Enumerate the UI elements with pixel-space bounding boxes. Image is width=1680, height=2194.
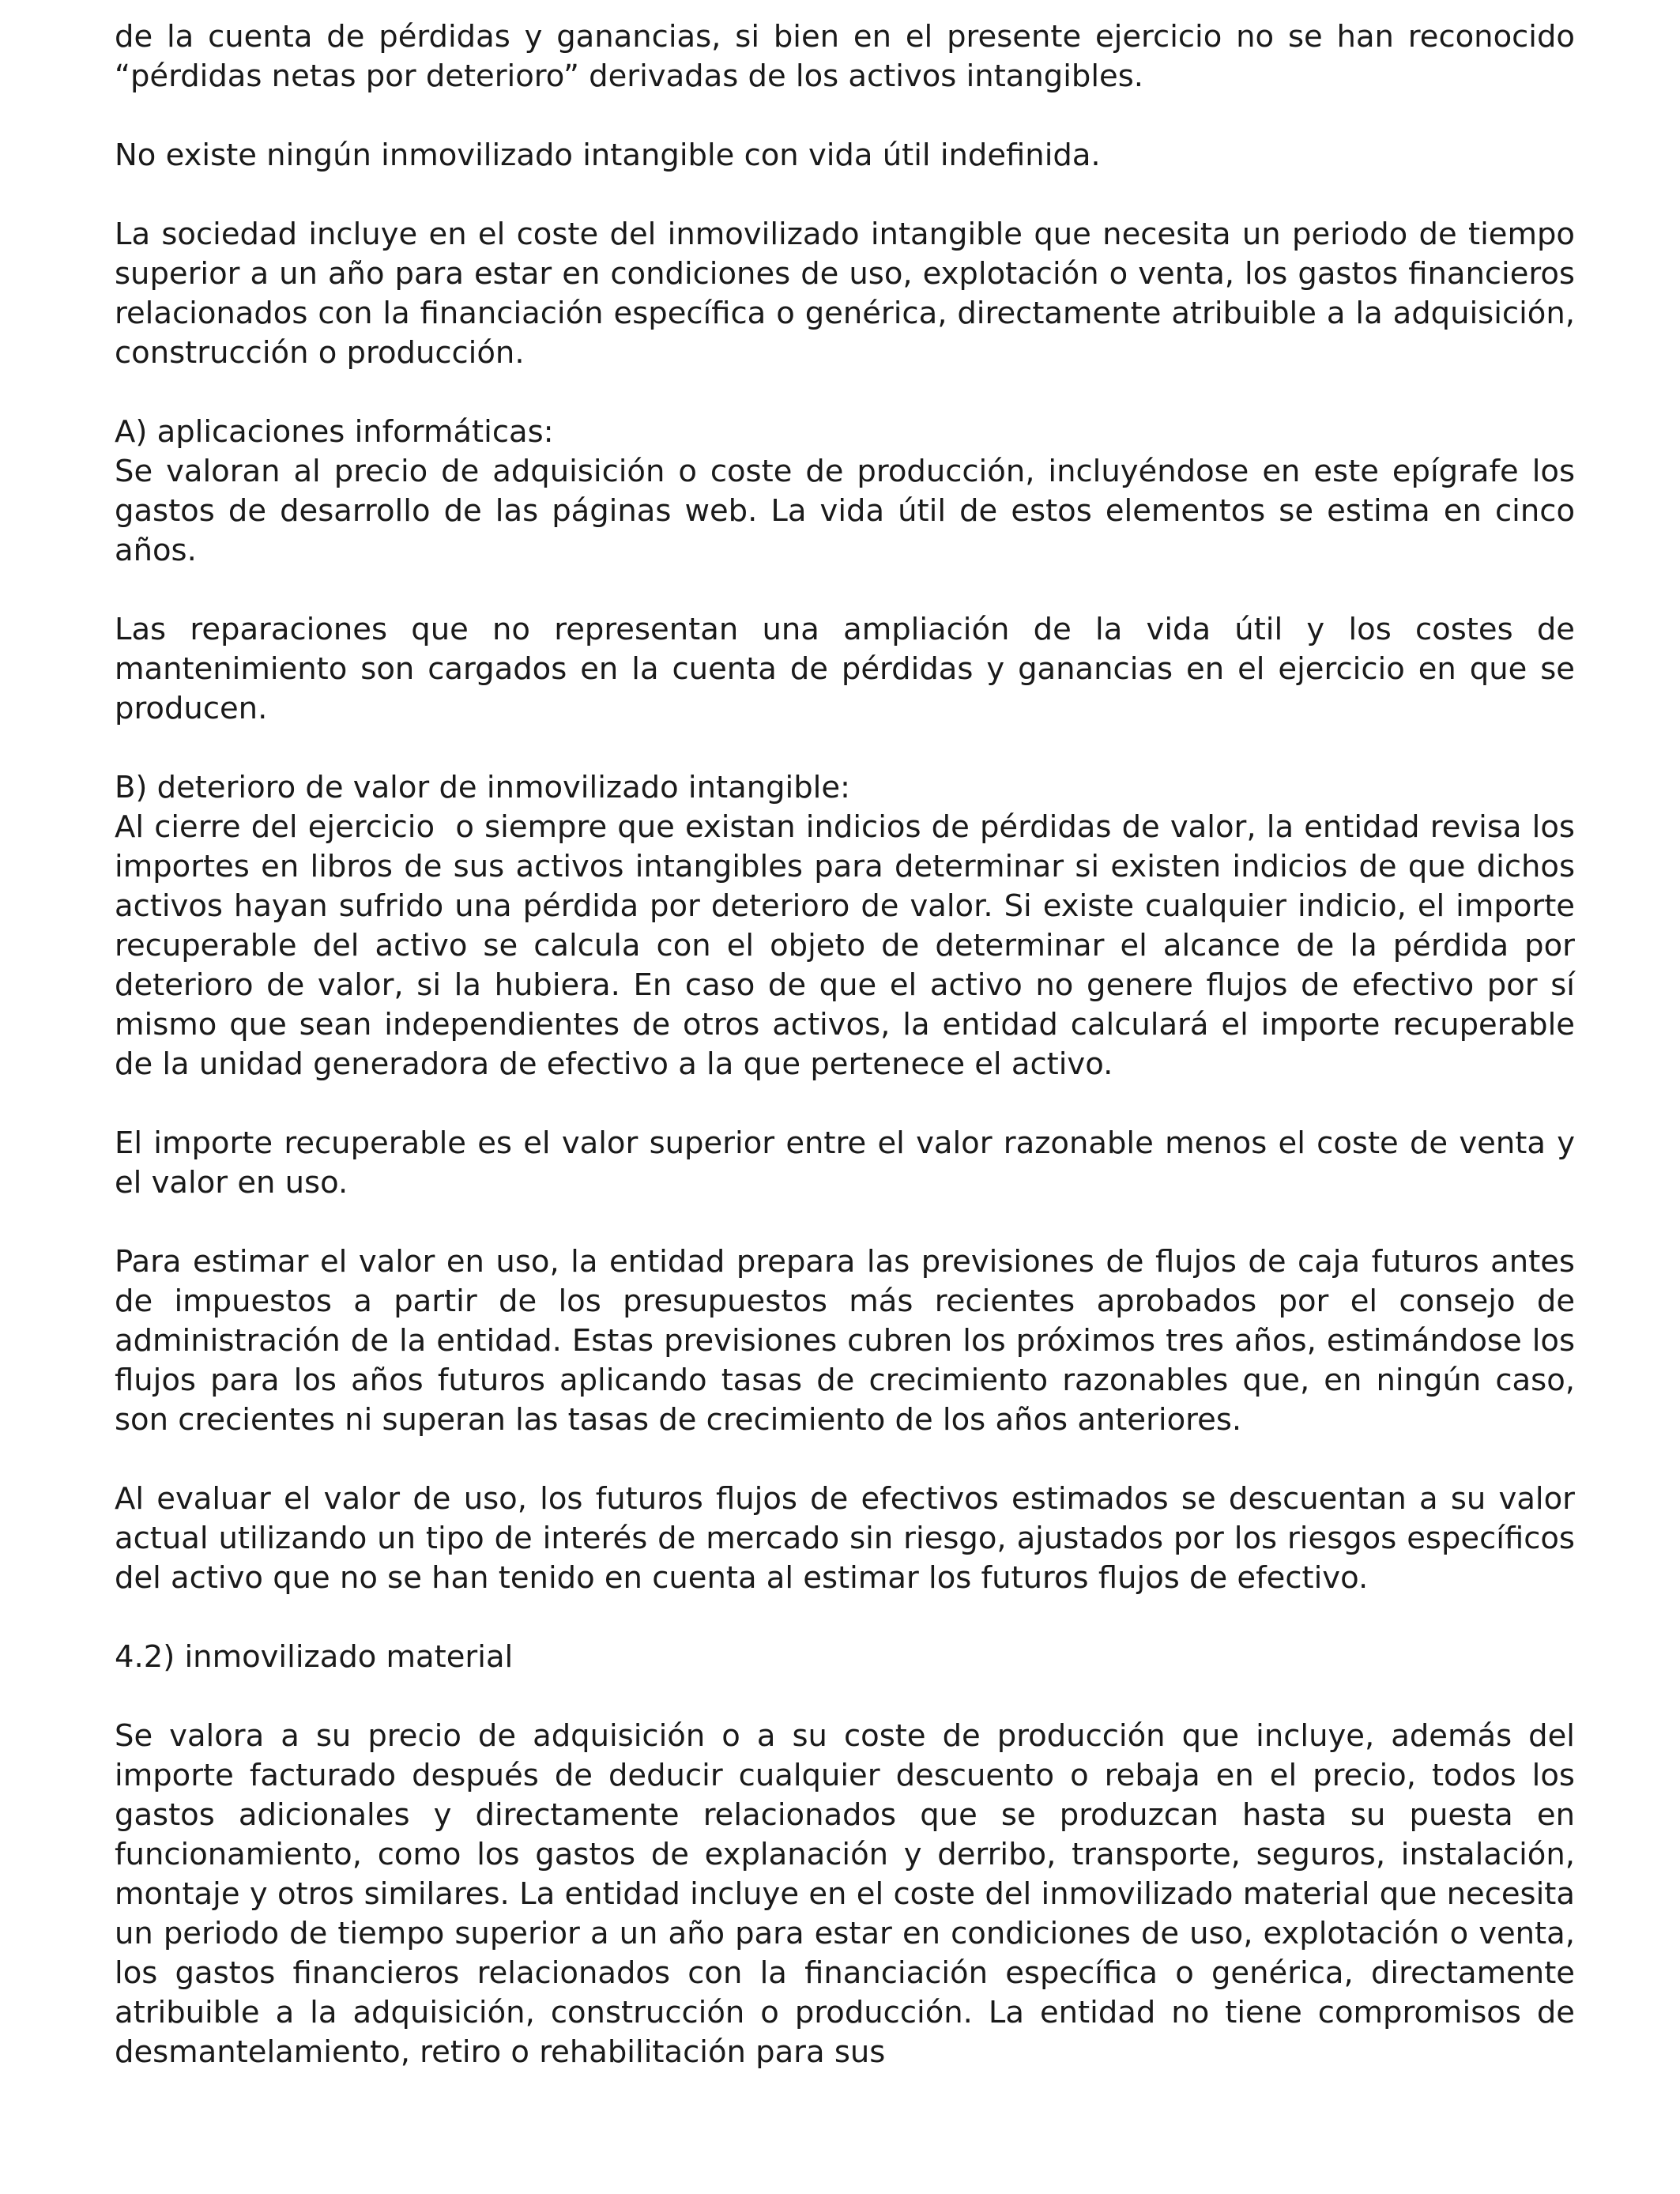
paragraph-repairs: Las reparaciones que no representan una ampliación de la vida útil y los costes de mantenimiento son cargados en la cuenta de pérdidas y ganancias en el ejercicio en que se producen. <box>115 612 1585 726</box>
heading-software-applications: A) aplicaciones informáticas: <box>115 414 554 450</box>
paragraph-impairment-losses: de la cuenta de pérdidas y ganancias, si bien en el presente ejercicio no se han reconocido “pérdidas netas por deterioro” derivadas de los activos intangibles. <box>115 19 1585 94</box>
heading-tangible-fixed-assets: 4.2) inmovilizado material <box>115 1639 514 1675</box>
paragraph-indefinite-life: No existe ningún inmovilizado intangible con vida útil indefinida. <box>115 138 1101 173</box>
heading-intangible-impairment: B) deterioro de valor de inmovilizado intangible: <box>115 770 851 805</box>
paragraph-discounted-cash-flows: Al evaluar el valor de uso, los futuros flujos de efectivos estimados se descuentan a su valor actual utilizando un tipo de interés de mercado sin riesgo, ajustados por los riesgos específicos del activo que no se han tenido en cuenta al estimar los futuros flujos de efectivo. <box>115 1481 1585 1596</box>
paragraph-recoverable-amount: El importe recuperable es el valor superior entre el valor razonable menos el coste de venta y el valor en uso. <box>115 1125 1585 1201</box>
paragraph-financial-costs: La sociedad incluye en el coste del inmovilizado intangible que necesita un periodo de tiempo superior a un año para estar en condiciones de uso, explotación o venta, los gastos financieros relacionados con la financiación específica o genérica, directamente atribuible a la adquisición, construcción o producción. <box>115 217 1585 371</box>
document-page <box>115 17 1585 2072</box>
paragraph-software-valuation: Se valoran al precio de adquisición o coste de producción, incluyéndose en este epígrafe los gastos de desarrollo de las páginas web. La vida útil de estos elementos se estima en cinco años. <box>115 454 1585 568</box>
paragraph-value-in-use-estimate: Para estimar el valor en uso, la entidad prepara las previsiones de flujos de caja futuros antes de impuestos a partir de los presupuestos más recientes aprobados por el consejo de administración de la entidad. Estas previsiones cubren los próximos tres años, estimándose los flujos para los años futuros aplicando tasas de crecimiento razonables que, en ningún caso, son crecientes ni superan las tasas de crecimiento de los años anteriores. <box>115 1244 1585 1438</box>
paragraph-tangible-valuation: Se valora a su precio de adquisición o a su coste de producción que incluye, además del importe facturado después de deducir cualquier descuento o rebaja en el precio, todos los gastos adicionales y directamente relacionados que se produzcan hasta su puesta en funcionamiento, como los gastos de explanación y derribo, transporte, seguros, instalación, montaje y otros similares. La entidad incluye en el coste del inmovilizado material que necesita un periodo de tiempo superior a un año para estar en condiciones de uso, explotación o venta, los gastos financieros relacionados con la financiación específica o genérica, directamente atribuible a la adquisición, construcción o producción. La entidad no tiene compromisos de desmantelamiento, retiro o rehabilitación para sus <box>115 1718 1585 2070</box>
paragraph-impairment-review: Al cierre del ejercicio o siempre que existan indicios de pérdidas de valor, la entidad revisa los importes en libros de sus activos intangibles para determinar si existen indicios de que dichos activos hayan sufrido una pérdida por deterioro de valor. Si existe cualquier indicio, el importe recuperable del activo se calcula con el objeto de determinar el alcance de la pérdida por deterioro de valor, si la hubiera. En caso de que el activo no genere flujos de efectivo por sí mismo que sean independientes de otros activos, la entidad calculará el importe recuperable de la unidad generadora de efectivo a la que pertenece el activo. <box>115 809 1585 1082</box>
